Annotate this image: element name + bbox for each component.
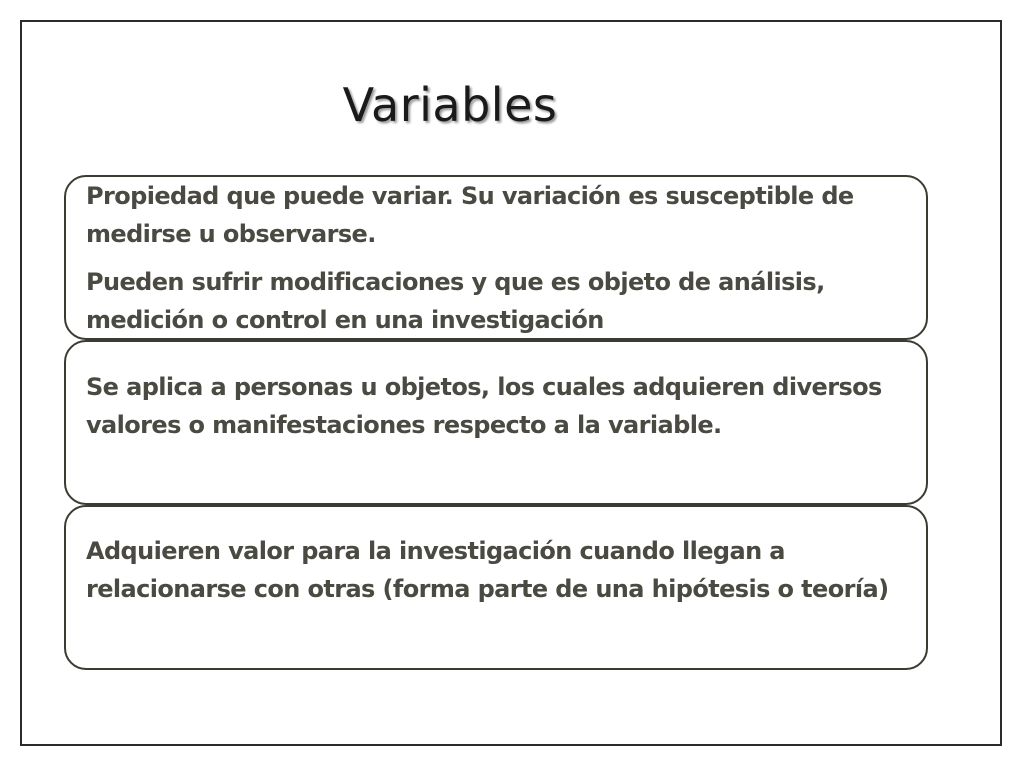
definition-box-2 [64, 340, 928, 505]
box-1-paragraph-1: Propiedad que puede variar. Su variación es susceptible de medirse u observarse. [86, 182, 854, 248]
definition-box-3 [64, 505, 928, 670]
definition-box-1 [64, 175, 928, 340]
box-1-paragraph-2: Pueden sufrir modificaciones y que es objeto de análisis, medición o control en una investigación [86, 268, 825, 334]
box-3-paragraph-1: Adquieren valor para la investigación cuando llegan a relacionarse con otras (forma parte de una hipótesis o teoría) [86, 537, 889, 603]
slide-title: Variables [342, 78, 558, 132]
box-2-paragraph-1: Se aplica a personas u objetos, los cuales adquieren diversos valores o manifestaciones respecto a la variable. [86, 373, 882, 439]
